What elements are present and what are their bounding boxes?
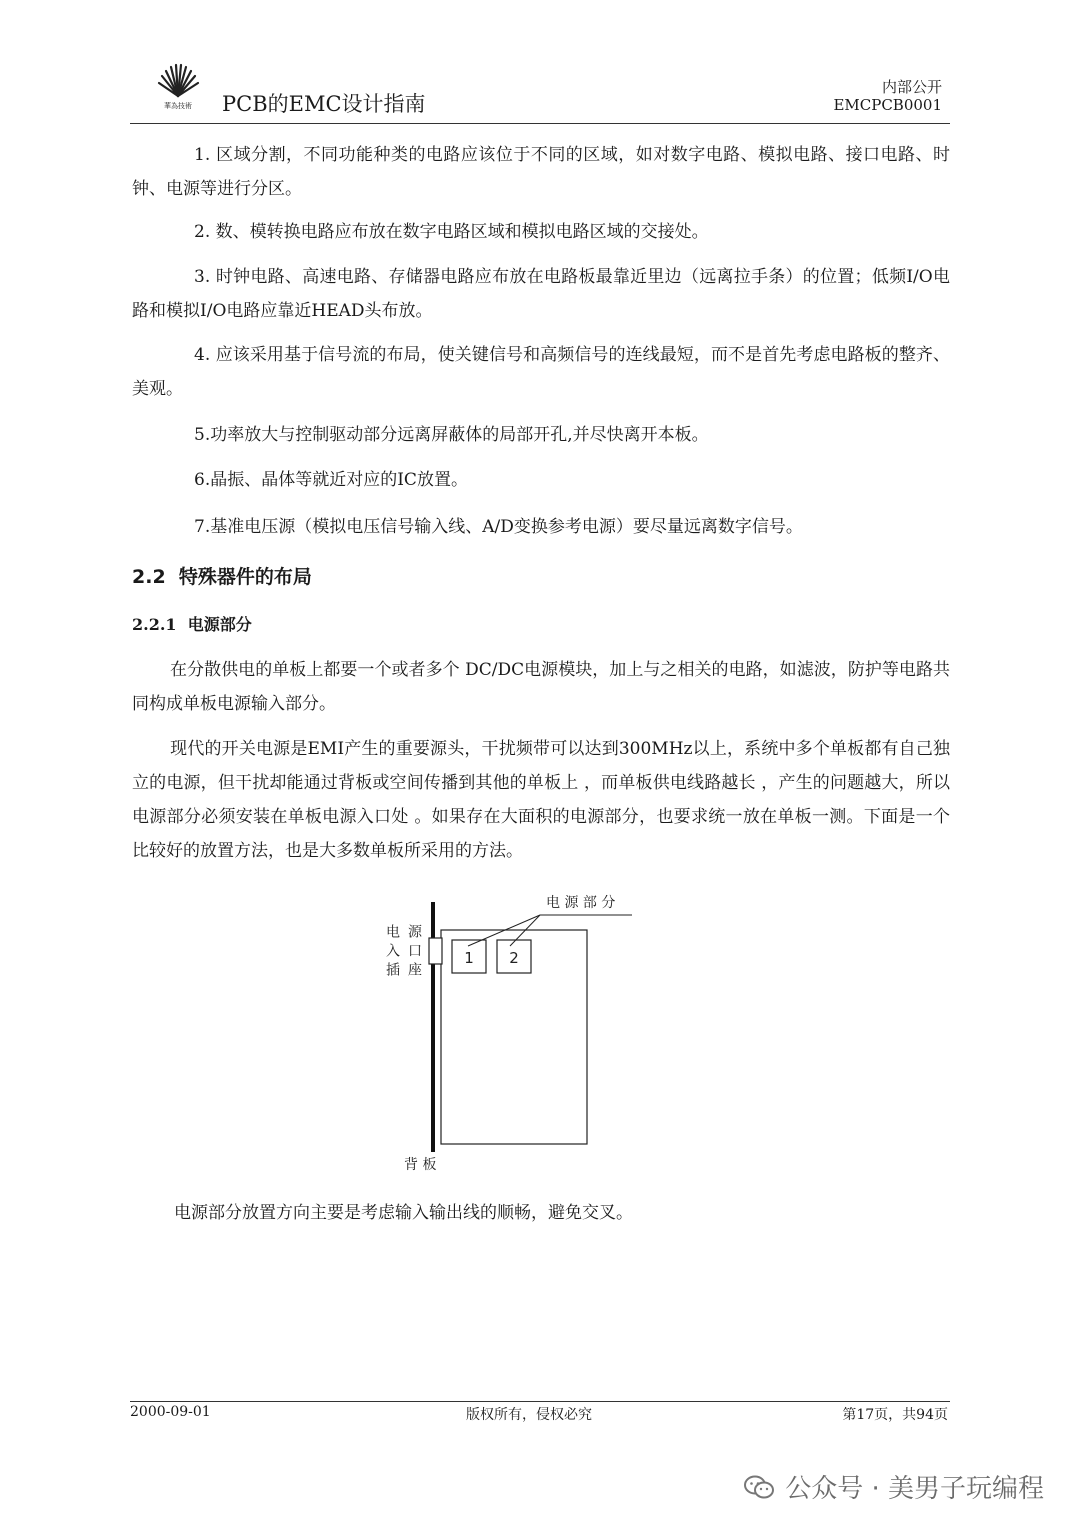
list-item-4: 4. 应该采用基于信号流的布局，使关键信号和高频信号的连线最短，而不是首先考虑电路板的整齐、美观。 (132, 345, 950, 399)
classification-label: 内部公开 (881, 78, 942, 96)
subsection-heading: 2.2.1 电源部分 (132, 615, 252, 634)
list-item-7: 7.基准电压源（模拟电压信号输入线、A/D变换参考电源）要尽量远离数字信号。 (194, 517, 803, 537)
module-box-2-label: 2 (509, 949, 519, 967)
section-heading: 2.2 特殊器件的布局 (132, 566, 312, 588)
list-item-2: 2. 数、模转换电路应布放在数字电路区域和模拟电路区域的交接处。 (194, 222, 709, 242)
body-paragraph-2: 现代的开关电源是EMI产生的重要源头，干扰频带可以达到300MHz以上，系统中多个单板都有自己独立的电源，但干扰却能通过背板或空间传播到其他的单板上 ，而单板供电线路越长 ，产生的问题越大，所以电源部分必须安装在单板电源入口处 。如果存在大面积的电源部分，也要求统一放在单板一测。下面是一个比较好的放置方法，也是大多数单板所采用的方法。 (132, 739, 950, 861)
company-logo (148, 62, 208, 110)
inlet-label-col1: 电入插 (384, 924, 400, 981)
footer-copyright: 版权所有，侵权必究 (466, 1407, 592, 1423)
footer-page-number: 第17页，共94页 (842, 1407, 948, 1423)
body-paragraph-1: 在分散供电的单板上都要一个或者多个 DC/DC电源模块，加上与之相关的电路，如滤波，防护等电路共同构成单板电源输入部分。 (132, 660, 950, 714)
list-item-6: 6.晶振、晶体等就近对应的IC放置。 (194, 470, 468, 490)
footer-date: 2000-09-01 (130, 1404, 211, 1420)
inlet-socket (429, 938, 442, 964)
watermark (743, 1468, 1044, 1505)
power-layout-figure (370, 888, 650, 1182)
document-id: EMCPCB0001 (833, 96, 942, 114)
footer-rule (130, 1401, 950, 1402)
module-box-1-label: 1 (464, 949, 474, 967)
power-section-label: 电 源 部 分 (546, 895, 616, 911)
watermark-text: 公众号 · 美男子玩编程 (785, 1474, 1044, 1504)
wechat-icon (743, 1474, 775, 1500)
svg-text:華為技術: 華為技術 (164, 102, 192, 110)
list-item-3: 3. 时钟电路、高速电路、存储器电路应布放在电路板最靠近里边（远离拉手条）的位置；低频I/O电路和模拟I/O电路应靠近HEAD头布放。 (132, 267, 950, 321)
caption-paragraph: 电源部分放置方向主要是考虑输入输出线的顺畅，避免交叉。 (174, 1203, 633, 1223)
header-rule (130, 123, 950, 124)
list-item-1: 1. 区域分割，不同功能种类的电路应该位于不同的区域，如对数字电路、模拟电路、接口电路、时钟、电源等进行分区。 (132, 145, 950, 199)
backplane-label: 背 板 (404, 1157, 437, 1173)
list-item-5: 5.功率放大与控制驱动部分远离屏蔽体的局部开孔,并尽快离开本板。 (194, 425, 709, 445)
inlet-label-col2: 源口座 (406, 924, 422, 981)
document-title: PCB的EMC设计指南 (222, 92, 426, 116)
